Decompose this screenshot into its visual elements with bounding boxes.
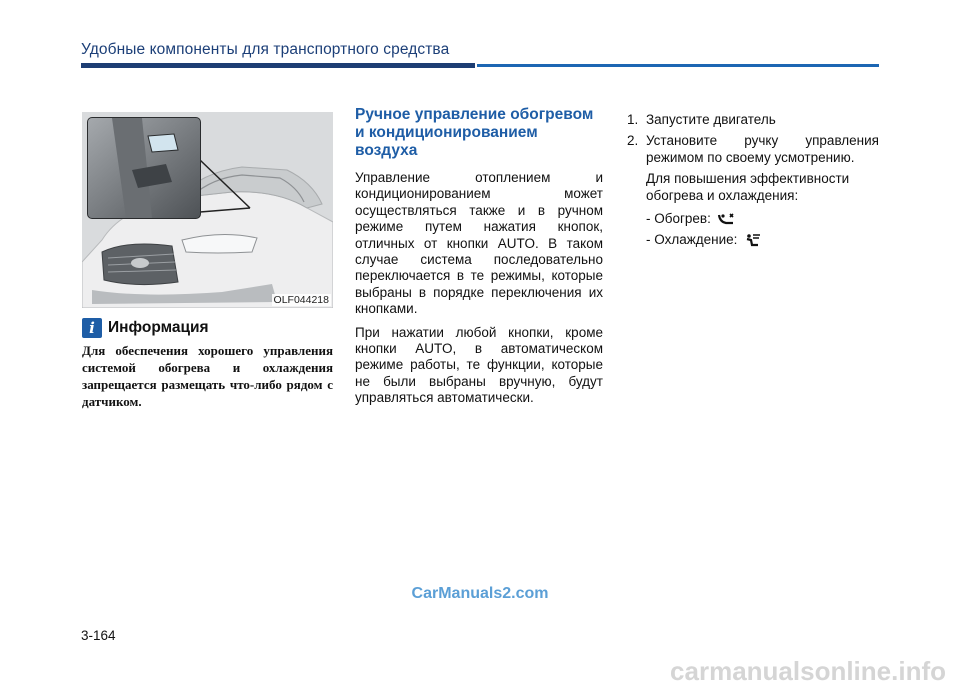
step-text: Запустите двигатель — [646, 112, 776, 127]
step-number: 2. — [627, 133, 639, 149]
section-heading: Ручное управление обогревом и кондиционированием воздуха — [355, 106, 594, 159]
header-title: Удобные компоненты для транспортного средства — [81, 41, 450, 58]
header-rule-dark — [81, 63, 475, 68]
watermark-footer: carmanualsonline.info — [670, 656, 946, 686]
info-text: Для обеспечения хорошего управления системой обогрева и охлаждения запрещается размещать что-либо рядом с датчиком. — [82, 343, 333, 409]
mode-label: - Обогрев: — [646, 211, 711, 227]
mode-item-cool — [627, 232, 879, 248]
step-text: Установите ручку управления режимом по своему усмотрению. — [646, 133, 879, 165]
heat-mode-icon — [717, 212, 735, 226]
mode-label: - Охлаждение: — [646, 232, 738, 248]
info-icon: i — [82, 318, 102, 338]
step-item — [627, 112, 879, 128]
sensor-illustration — [82, 112, 333, 308]
watermark-link[interactable]: CarManuals2.com — [411, 585, 549, 602]
figure-code: OLF044218 — [273, 294, 329, 306]
section-paragraph: При нажатии любой кнопки, кроме кнопки AUTO, в автоматическом режиме работы, те функции, которые не были выбраны вручную, будут управляться автоматически. — [355, 324, 603, 406]
step-number: 1. — [627, 112, 639, 127]
cool-mode-icon — [743, 233, 761, 249]
section-paragraph: Управление отоплением и кондиционированием может осуществляться также и в ручном режиме путем нажатия кнопок, отличных от кнопки AUTO. В таком случае система последовательно переключается в те режимы, которые выбраны в порядке переключения их кнопками. — [355, 170, 603, 317]
mode-item-heat — [627, 211, 879, 227]
manual-control-section — [355, 106, 603, 414]
page-number: 3-164 — [81, 628, 116, 643]
header-rule-light — [477, 64, 879, 67]
steps-note: Для повышения эффективности обогрева и охлаждения: — [646, 171, 850, 203]
steps-column — [627, 112, 879, 254]
step-item — [627, 133, 879, 166]
info-title: Информация — [108, 319, 209, 336]
car-dashboard-image — [82, 112, 333, 308]
